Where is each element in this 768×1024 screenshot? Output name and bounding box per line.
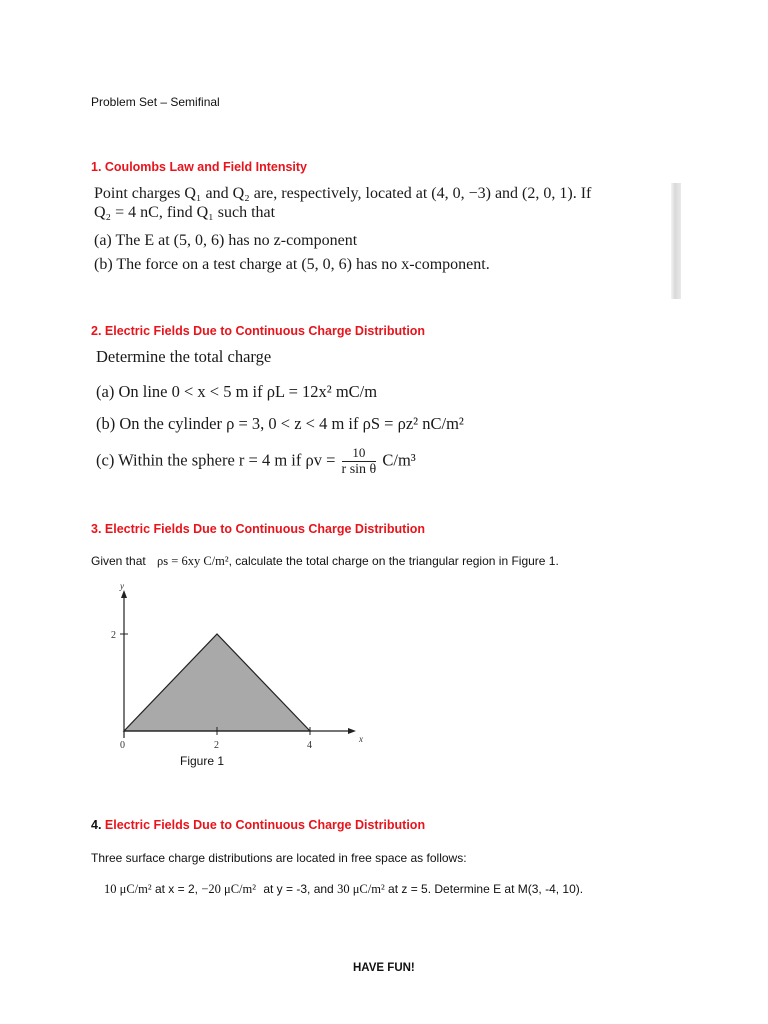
y-axis-label: y [120, 581, 124, 591]
location-1: at x = 2, [154, 882, 198, 896]
y-axis-arrow [121, 590, 127, 598]
location-2: at y = -3, and [263, 882, 334, 896]
x-tick-label-2: 2 [214, 740, 219, 751]
fraction-denominator: r sin θ [341, 462, 377, 477]
problem-2-part-b: (b) On the cylinder ρ = 3, 0 < z < 4 m if ρS = ρz² nC/m² [96, 414, 464, 433]
surface-charge-formula: ρs = 6xy C/m² [157, 554, 229, 568]
charge-density-fraction [342, 445, 377, 478]
problem-4-distributions [104, 882, 583, 897]
problem-4-number: 4. [91, 818, 102, 832]
origin-label: 0 [120, 740, 125, 751]
y-tick-label-2: 2 [111, 630, 116, 641]
problem-1-text [94, 184, 679, 274]
problem-1-part-b: (b) The force on a test charge at (5, 0, 6) has no x-component. [94, 256, 490, 273]
problem-1-part-a: (a) The E at (5, 0, 6) has no z-component [94, 232, 358, 249]
closing-message: HAVE FUN! [353, 962, 415, 974]
problem-1-line-2: Q₂ = 4 nC, find Q₁ such that [94, 204, 276, 221]
page-title: Problem Set – Semifinal [91, 95, 220, 109]
fraction-numerator: 10 [342, 445, 377, 462]
scan-edge-shadow [671, 183, 681, 299]
problem-2-heading: 2. Electric Fields Due to Continuous Charge Distribution [91, 324, 426, 338]
location-3: at z = 5. Determine E at M(3, -4, 10). [388, 882, 584, 896]
figure-1-graph [100, 578, 380, 758]
density-3: 30 μC/m² [337, 882, 385, 896]
problem-4-title: Electric Fields Due to Continuous Charge Distribution [104, 818, 426, 832]
problem-4-intro: Three surface charge distributions are located in free space as follows: [91, 851, 467, 865]
figure-1-caption: Figure 1 [180, 754, 225, 768]
triangular-region [124, 634, 310, 731]
x-axis-arrow [348, 728, 356, 734]
problem-4-heading [91, 818, 425, 832]
problem-2-part-c-text: (c) Within the sphere r = 4 m if ρv = [96, 450, 336, 470]
problem-2-intro: Determine the total charge [96, 347, 272, 366]
problem-1-line-1: Point charges Q₁ and Q₂ are, respectively, located at (4, 0, −3) and (2, 0, 1). If [94, 185, 592, 202]
problem-1-heading: 1. Coulombs Law and Field Intensity [91, 160, 307, 174]
problem-3-heading: 3. Electric Fields Due to Continuous Charge Distribution [91, 522, 426, 536]
x-tick-label-4: 4 [307, 740, 312, 751]
given-suffix: , calculate the total charge on the triangular region in Figure 1. [228, 554, 559, 568]
density-1: 10 μC/m² [104, 882, 152, 896]
problem-2-part-c [96, 445, 416, 478]
problem-2-part-a: (a) On line 0 < x < 5 m if ρL = 12x² mC/m [96, 382, 378, 401]
problem-3-given [91, 554, 559, 569]
given-prefix: Given that [91, 554, 146, 568]
problem-2-part-c-unit: C/m³ [382, 450, 416, 470]
x-axis-label: x [359, 734, 363, 744]
density-2: −20 μC/m² [201, 882, 256, 896]
